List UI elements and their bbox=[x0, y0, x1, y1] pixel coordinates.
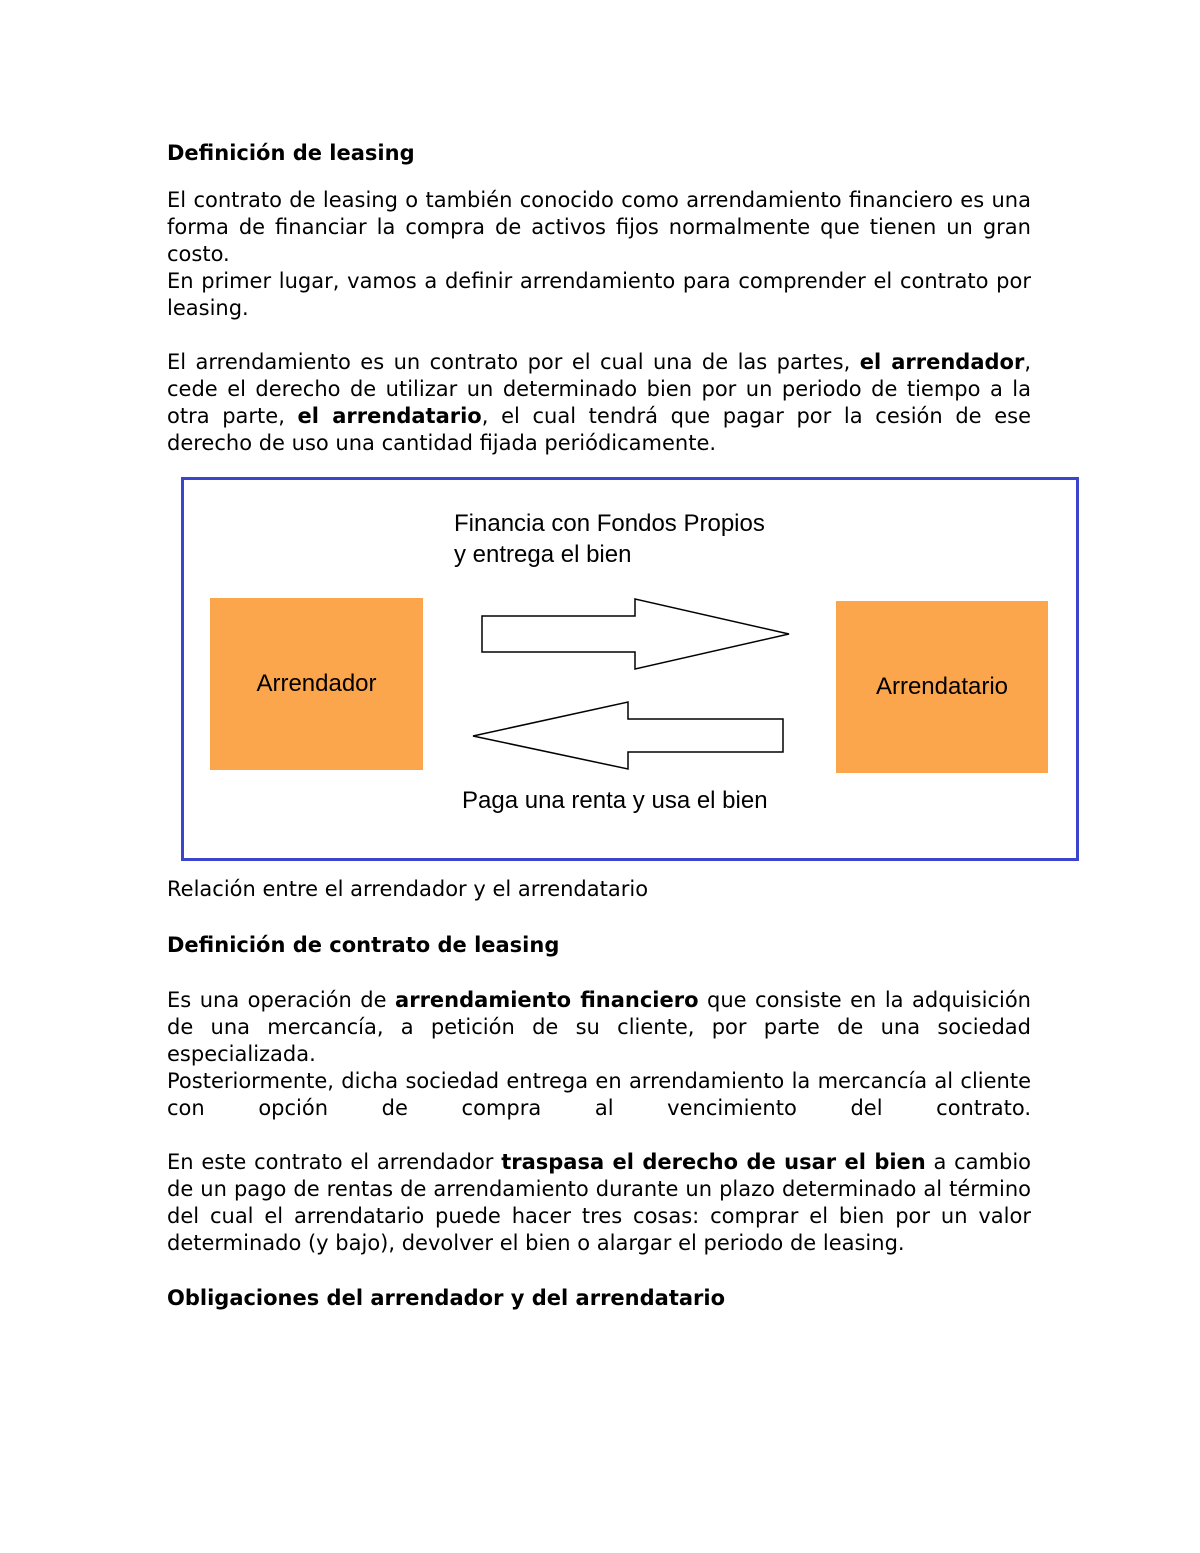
bold-term-traspasa-derecho: traspasa el derecho de usar el bien bbox=[501, 1150, 926, 1174]
diagram-top-label-line1: Financia con Fondos Propios bbox=[454, 510, 765, 537]
paragraph-leasing-intro: El contrato de leasing o también conocido como arrendamiento financiero es una forma de financiar la compra de activos fijos normalmente que tienen un gran costo. bbox=[167, 188, 1031, 266]
section-title-definicion-leasing: Definición de leasing bbox=[167, 141, 415, 165]
text-run: En este contrato el arrendador bbox=[167, 1150, 502, 1174]
text-run: , el cual tendrá que pagar por la cesión de ese derecho de uso una cantidad fijada periódicamente. bbox=[167, 404, 1031, 455]
paragraph-operacion-arrendamiento bbox=[167, 987, 1031, 1068]
text-run: El arrendamiento es un contrato por el cual una de las partes, bbox=[167, 350, 860, 374]
diagram-caption: Relación entre el arrendador y el arrendatario bbox=[167, 877, 649, 901]
arrow-left-icon bbox=[473, 702, 783, 769]
arrendador-box-label: Arrendador bbox=[256, 670, 377, 697]
bold-term-arrendatario: el arrendatario bbox=[297, 404, 482, 428]
paragraph-definir-arrendamiento: En primer lugar, vamos a definir arrendamiento para comprender el contrato por leasing. bbox=[167, 269, 1031, 320]
bold-term-arrendamiento-financiero: arrendamiento financiero bbox=[395, 988, 699, 1012]
text-run: que consiste en la adquisición de una mercancía, a petición de su cliente, por parte de una sociedad especializada. bbox=[167, 988, 1031, 1066]
arrow-right-icon bbox=[482, 599, 789, 669]
leasing-relationship-diagram bbox=[181, 477, 1079, 861]
bold-term-arrendador: el arrendador bbox=[859, 350, 1025, 374]
paragraph-traspasa-derecho bbox=[167, 1149, 1031, 1257]
arrendatario-box-label: Arrendatario bbox=[875, 673, 1009, 700]
diagram-top-label-line2: y entrega el bien bbox=[454, 541, 632, 568]
section-title-obligaciones: Obligaciones del arrendador y del arrendatario bbox=[167, 1286, 726, 1310]
paragraph-arrendamiento-definicion bbox=[167, 349, 1031, 457]
text-run: Es una operación de bbox=[167, 988, 396, 1012]
section-title-contrato-leasing: Definición de contrato de leasing bbox=[167, 933, 560, 957]
paragraph-posteriormente: Posteriormente, dicha sociedad entrega en arrendamiento la mercancía al cliente con opción de compra al vencimiento del contrato. bbox=[167, 1069, 1031, 1120]
text-run: , cede el derecho de utilizar un determinado bien por un periodo de tiempo a la otra parte, bbox=[167, 350, 1031, 428]
diagram-bottom-label: Paga una renta y usa el bien bbox=[462, 787, 768, 814]
text-run: a cambio de un pago de rentas de arrendamiento durante un plazo determinado al término del cual el arrendatario puede hacer tres cosas: comprar el bien por un valor determinado (y bajo), devolver el bien o alargar el periodo de leasing. bbox=[167, 1150, 1032, 1255]
